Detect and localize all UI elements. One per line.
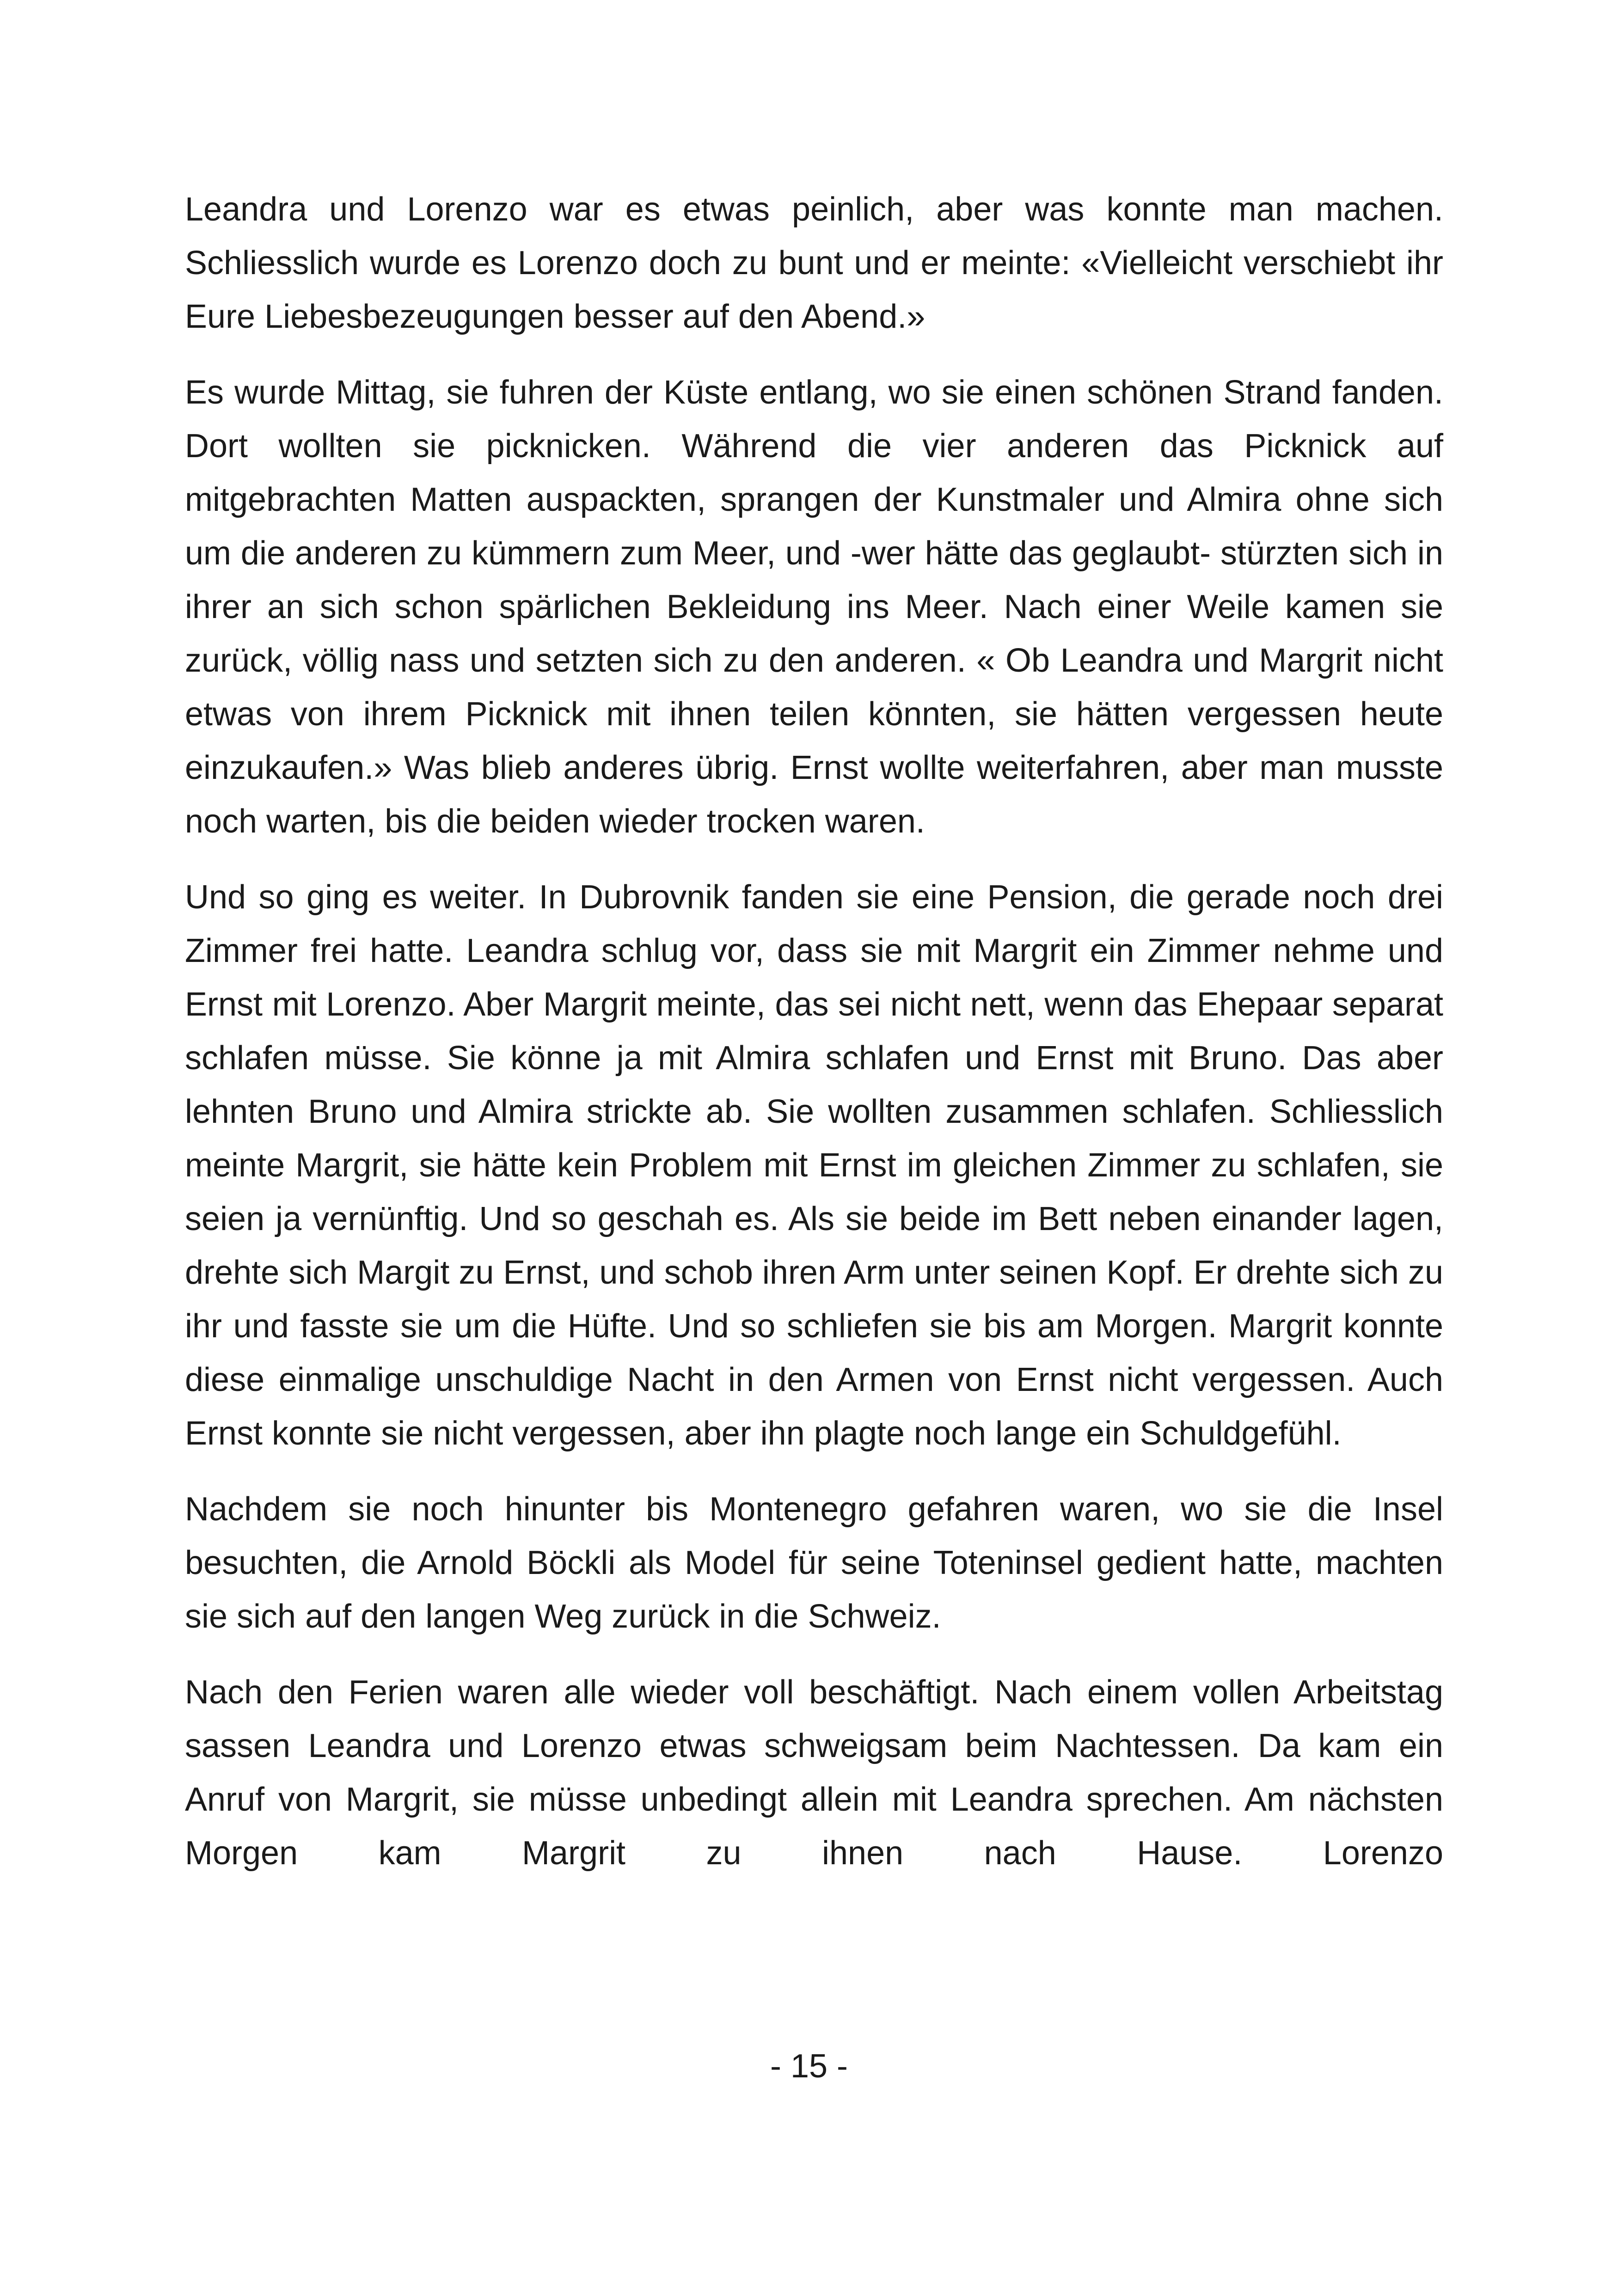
paragraph-5: Nach den Ferien waren alle wieder voll beschäftigt. Nach einem vollen Arbeitstag sassen Leandra und Lorenzo etwas schweigsam beim Nachtessen. Da kam ein Anruf von Margrit, sie müsse unbedingt allein mit Leandra sprechen. Am nächsten Morgen kam Margrit zu ihnen nach Hause. Lorenzo <box>185 1674 1443 1872</box>
body-text <box>185 183 1443 1880</box>
page-number: - 15 - <box>770 2048 848 2085</box>
paragraph-4: Nachdem sie noch hinunter bis Montenegro gefahren waren, wo sie die Insel besuchten, die Arnold Böckli als Model für seine Toteninsel gedient hatte, machten sie sich auf den langen Weg zurück in die Schweiz. <box>185 1491 1443 1635</box>
paragraph-1: Leandra und Lorenzo war es etwas peinlich, aber was konnte man machen. Schliesslich wurde es Lorenzo doch zu bunt und er meinte: «Vielleicht verschiebt ihr Eure Liebesbezeugungen besser auf den Abend.» <box>185 191 1443 335</box>
paragraph-3: Und so ging es weiter. In Dubrovnik fanden sie eine Pension, die gerade noch drei Zimmer frei hatte. Leandra schlug vor, dass sie mit Margrit ein Zimmer nehme und Ernst mit Lorenzo. Aber Margrit meinte, das sei nicht nett, wenn das Ehepaar separat schlafen müsse. Sie könne ja mit Almira schlafen und Ernst mit Bruno. Das aber lehnten Bruno und Almira strickte ab. Sie wollten zusammen schlafen. Schliesslich meinte Margrit, sie hätte kein Problem mit Ernst im gleichen Zimmer zu schlafen, sie seien ja vernünftig. Und so geschah es. Als sie beide im Bett neben einander lagen, drehte sich Margit zu Ernst, und schob ihren Arm unter seinen Kopf. Er drehte sich zu ihr und fasste sie um die Hüfte. Und so schliefen sie bis am Morgen. Margrit konnte diese einmalige unschuldige Nacht in den Armen von Ernst nicht vergessen. Auch Ernst konnte sie nicht vergessen, aber ihn plagte noch lange ein Schuldgefühl. <box>185 879 1443 1452</box>
paragraph-2: Es wurde Mittag, sie fuhren der Küste entlang, wo sie einen schönen Strand fanden. Dort wollten sie picknicken. Während die vier anderen das Picknick auf mitgebrachten Matten auspackten, sprangen der Kunstmaler und Almira ohne sich um die anderen zu kümmern zum Meer, und -wer hätte das geglaubt- stürzten sich in ihrer an sich schon spärlichen Bekleidung ins Meer. Nach einer Weile kamen sie zurück, völlig nass und setzten sich zu den anderen. « Ob Leandra und Margrit nicht etwas von ihrem Picknick mit ihnen teilen könnten, sie hätten vergessen heute einzukaufen.» Was blieb anderes übrig. Ernst wollte weiterfahren, aber man musste noch warten, bis die beiden wieder trocken waren. <box>185 374 1443 840</box>
